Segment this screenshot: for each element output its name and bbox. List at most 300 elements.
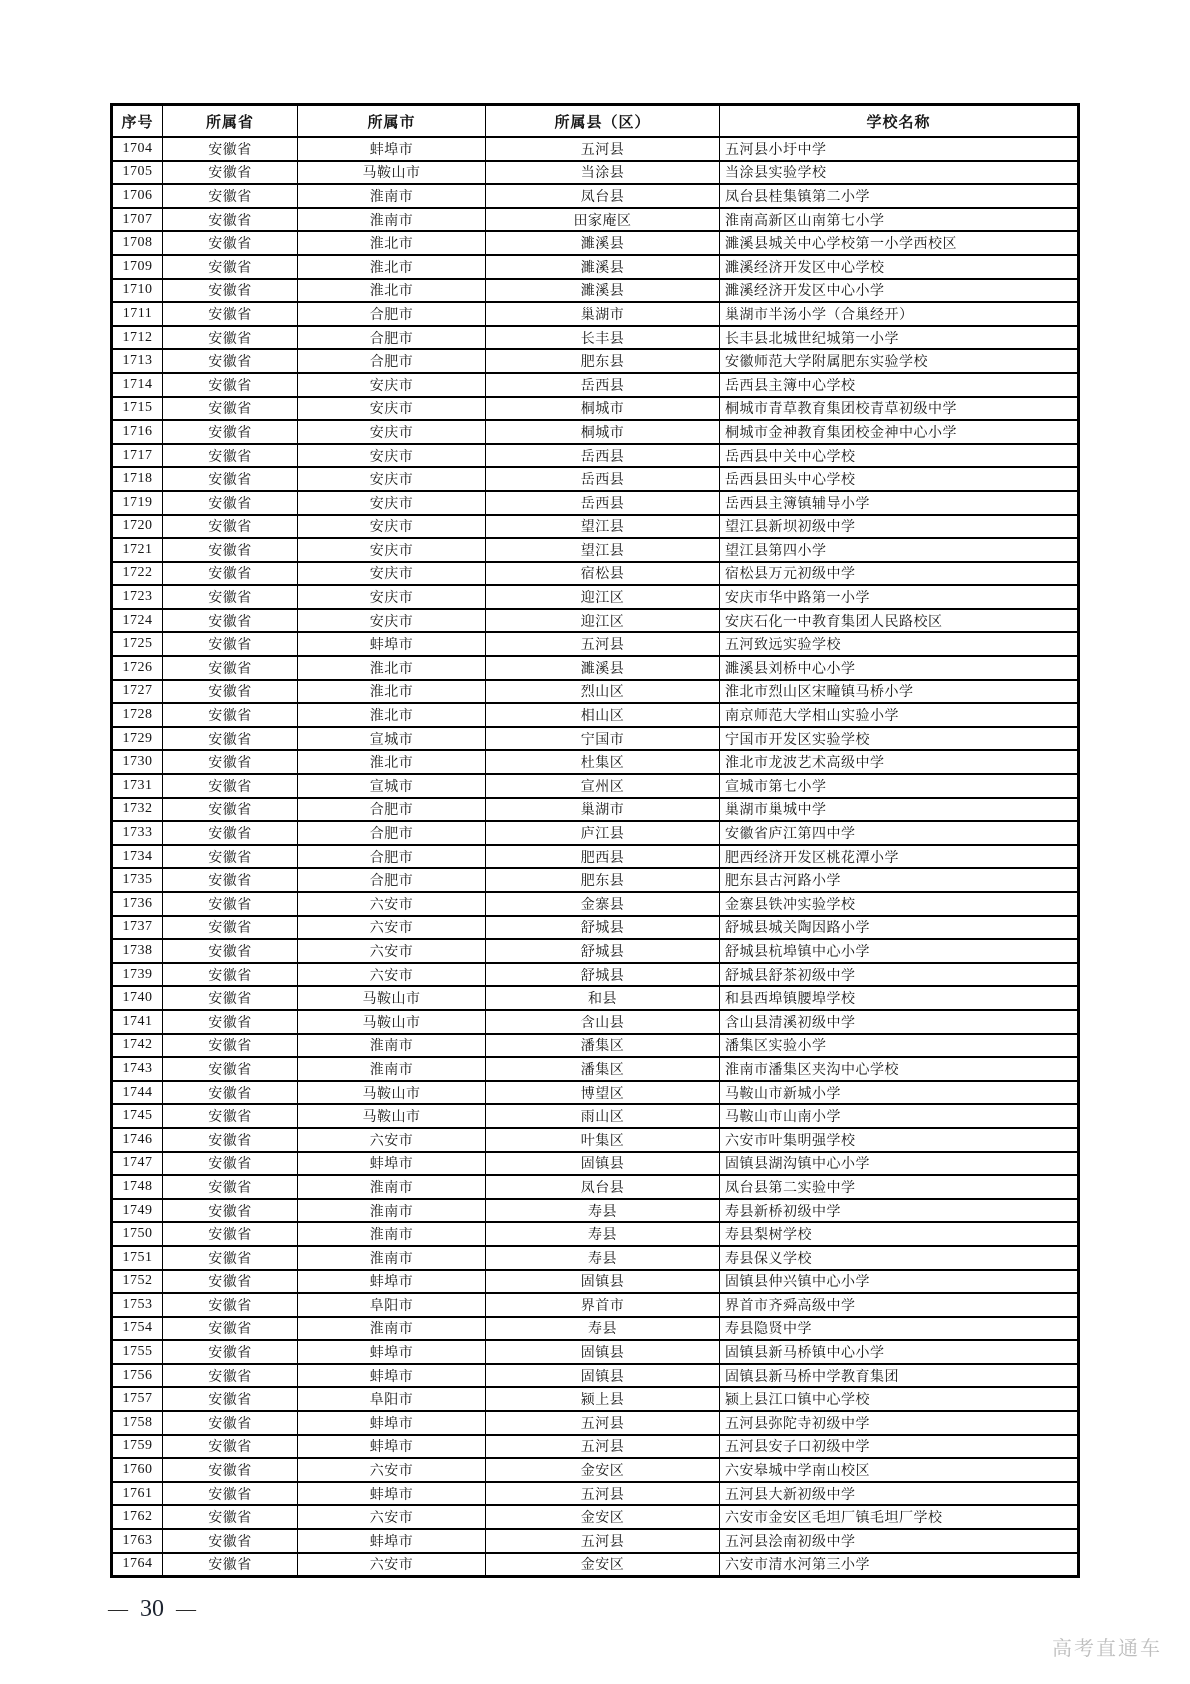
table-row <box>112 467 1079 491</box>
cell-county: 五河县 <box>486 632 720 656</box>
cell-city: 淮南市 <box>298 1222 486 1246</box>
table-row <box>112 373 1079 397</box>
table-row <box>112 137 1079 161</box>
cell-city: 淮南市 <box>298 1034 486 1058</box>
cell-index: 1719 <box>112 491 163 515</box>
table-row <box>112 1482 1079 1506</box>
cell-province: 安徽省 <box>163 444 298 468</box>
cell-city: 淮北市 <box>298 279 486 303</box>
cell-county: 雨山区 <box>486 1104 720 1128</box>
cell-province: 安徽省 <box>163 1482 298 1506</box>
cell-index: 1734 <box>112 845 163 869</box>
cell-province: 安徽省 <box>163 1364 298 1388</box>
table-row <box>112 845 1079 869</box>
cell-county: 寿县 <box>486 1246 720 1270</box>
cell-school: 舒城县杭埠镇中心小学 <box>720 939 1079 963</box>
cell-province: 安徽省 <box>163 1340 298 1364</box>
cell-city: 六安市 <box>298 963 486 987</box>
cell-province: 安徽省 <box>163 1081 298 1105</box>
cell-school: 巢湖市半汤小学（合巢经开） <box>720 302 1079 326</box>
cell-index: 1707 <box>112 208 163 232</box>
table-row <box>112 1034 1079 1058</box>
cell-school: 寿县隐贤中学 <box>720 1317 1079 1341</box>
table-row <box>112 1458 1079 1482</box>
cell-city: 淮南市 <box>298 1317 486 1341</box>
table-row <box>112 1293 1079 1317</box>
cell-city: 合肥市 <box>298 349 486 373</box>
cell-county: 五河县 <box>486 1482 720 1506</box>
cell-index: 1720 <box>112 515 163 539</box>
watermark-gaokao-zhitongche: 高考直通车 <box>1052 1638 1162 1660</box>
cell-school: 凤台县第二实验中学 <box>720 1175 1079 1199</box>
cell-index: 1709 <box>112 255 163 279</box>
page-number-value: 30 <box>140 1596 164 1622</box>
cell-county: 岳西县 <box>486 373 720 397</box>
cell-province: 安徽省 <box>163 703 298 727</box>
table-row <box>112 1505 1079 1529</box>
table-row <box>112 656 1079 680</box>
cell-index: 1750 <box>112 1222 163 1246</box>
cell-school: 固镇县新马桥中学教育集团 <box>720 1364 1079 1388</box>
cell-province: 安徽省 <box>163 1246 298 1270</box>
cell-index: 1730 <box>112 750 163 774</box>
table-row <box>112 632 1079 656</box>
cell-city: 淮北市 <box>298 656 486 680</box>
cell-school: 五河县小圩中学 <box>720 137 1079 161</box>
cell-school: 淮北市烈山区宋疃镇马桥小学 <box>720 680 1079 704</box>
table-row <box>112 279 1079 303</box>
cell-school: 巢湖市巢城中学 <box>720 798 1079 822</box>
cell-county: 寿县 <box>486 1222 720 1246</box>
cell-index: 1759 <box>112 1435 163 1459</box>
cell-school: 潘集区实验小学 <box>720 1034 1079 1058</box>
cell-county: 寿县 <box>486 1199 720 1223</box>
cell-school: 濉溪经济开发区中心小学 <box>720 279 1079 303</box>
cell-city: 合肥市 <box>298 868 486 892</box>
cell-school: 界首市齐舜高级中学 <box>720 1293 1079 1317</box>
cell-city: 阜阳市 <box>298 1293 486 1317</box>
cell-county: 舒城县 <box>486 939 720 963</box>
cell-county: 迎江区 <box>486 585 720 609</box>
cell-city: 蚌埠市 <box>298 1529 486 1553</box>
table-row <box>112 1199 1079 1223</box>
cell-city: 安庆市 <box>298 420 486 444</box>
school-table <box>110 103 1080 1578</box>
cell-city: 安庆市 <box>298 397 486 421</box>
cell-county: 田家庵区 <box>486 208 720 232</box>
table-row <box>112 1010 1079 1034</box>
cell-city: 阜阳市 <box>298 1387 486 1411</box>
cell-province: 安徽省 <box>163 609 298 633</box>
table-row <box>112 1387 1079 1411</box>
cell-index: 1733 <box>112 821 163 845</box>
cell-city: 合肥市 <box>298 821 486 845</box>
table-row <box>112 397 1079 421</box>
cell-school: 长丰县北城世纪城第一小学 <box>720 326 1079 350</box>
cell-index: 1705 <box>112 161 163 185</box>
cell-province: 安徽省 <box>163 1222 298 1246</box>
cell-city: 马鞍山市 <box>298 161 486 185</box>
table-row <box>112 986 1079 1010</box>
table-row <box>112 1435 1079 1459</box>
cell-province: 安徽省 <box>163 161 298 185</box>
cell-county: 濉溪县 <box>486 255 720 279</box>
cell-province: 安徽省 <box>163 397 298 421</box>
header-seq: 序号 <box>112 105 163 138</box>
cell-city: 六安市 <box>298 916 486 940</box>
cell-county: 濉溪县 <box>486 231 720 255</box>
cell-county: 固镇县 <box>486 1270 720 1294</box>
cell-city: 安庆市 <box>298 373 486 397</box>
cell-school: 凤台县桂集镇第二小学 <box>720 184 1079 208</box>
cell-province: 安徽省 <box>163 845 298 869</box>
cell-city: 六安市 <box>298 939 486 963</box>
cell-school: 岳西县中关中心学校 <box>720 444 1079 468</box>
cell-province: 安徽省 <box>163 916 298 940</box>
cell-county: 固镇县 <box>486 1364 720 1388</box>
cell-city: 马鞍山市 <box>298 986 486 1010</box>
cell-county: 固镇县 <box>486 1340 720 1364</box>
cell-county: 五河县 <box>486 1529 720 1553</box>
cell-school: 安庆石化一中教育集团人民路校区 <box>720 609 1079 633</box>
cell-city: 蚌埠市 <box>298 1270 486 1294</box>
cell-school: 五河县浍南初级中学 <box>720 1529 1079 1553</box>
cell-school: 安庆市华中路第一小学 <box>720 585 1079 609</box>
cell-county: 长丰县 <box>486 326 720 350</box>
cell-province: 安徽省 <box>163 963 298 987</box>
table-row <box>112 892 1079 916</box>
cell-province: 安徽省 <box>163 562 298 586</box>
cell-school: 宁国市开发区实验学校 <box>720 727 1079 751</box>
cell-index: 1727 <box>112 680 163 704</box>
cell-city: 淮南市 <box>298 1175 486 1199</box>
cell-city: 蚌埠市 <box>298 1435 486 1459</box>
cell-school: 舒城县舒茶初级中学 <box>720 963 1079 987</box>
cell-city: 安庆市 <box>298 491 486 515</box>
cell-city: 蚌埠市 <box>298 1482 486 1506</box>
cell-city: 合肥市 <box>298 798 486 822</box>
cell-school: 淮南市潘集区夹沟中心学校 <box>720 1057 1079 1081</box>
cell-province: 安徽省 <box>163 137 298 161</box>
cell-county: 岳西县 <box>486 467 720 491</box>
table-row <box>112 1553 1079 1577</box>
cell-province: 安徽省 <box>163 892 298 916</box>
cell-city: 马鞍山市 <box>298 1010 486 1034</box>
table-row <box>112 1317 1079 1341</box>
cell-county: 金寨县 <box>486 892 720 916</box>
table-row <box>112 1529 1079 1553</box>
cell-school: 宿松县万元初级中学 <box>720 562 1079 586</box>
cell-province: 安徽省 <box>163 1458 298 1482</box>
table-row <box>112 868 1079 892</box>
cell-city: 马鞍山市 <box>298 1104 486 1128</box>
cell-province: 安徽省 <box>163 1270 298 1294</box>
cell-index: 1721 <box>112 538 163 562</box>
cell-county: 凤台县 <box>486 184 720 208</box>
cell-province: 安徽省 <box>163 798 298 822</box>
cell-province: 安徽省 <box>163 1199 298 1223</box>
cell-county: 五河县 <box>486 1411 720 1435</box>
cell-province: 安徽省 <box>163 1175 298 1199</box>
cell-county: 望江县 <box>486 515 720 539</box>
cell-province: 安徽省 <box>163 420 298 444</box>
cell-province: 安徽省 <box>163 680 298 704</box>
page-number-dash-right: — <box>176 1598 196 1620</box>
cell-county: 迎江区 <box>486 609 720 633</box>
cell-province: 安徽省 <box>163 467 298 491</box>
cell-province: 安徽省 <box>163 750 298 774</box>
cell-index: 1723 <box>112 585 163 609</box>
cell-index: 1704 <box>112 137 163 161</box>
cell-school: 淮北市龙波艺术高级中学 <box>720 750 1079 774</box>
cell-index: 1743 <box>112 1057 163 1081</box>
cell-school: 颍上县江口镇中心学校 <box>720 1387 1079 1411</box>
cell-city: 六安市 <box>298 1553 486 1577</box>
cell-county: 叶集区 <box>486 1128 720 1152</box>
table-row <box>112 680 1079 704</box>
table-row <box>112 420 1079 444</box>
cell-index: 1729 <box>112 727 163 751</box>
cell-school: 淮南高新区山南第七小学 <box>720 208 1079 232</box>
cell-index: 1752 <box>112 1270 163 1294</box>
cell-school: 五河县大新初级中学 <box>720 1482 1079 1506</box>
cell-index: 1742 <box>112 1034 163 1058</box>
cell-city: 淮南市 <box>298 1246 486 1270</box>
cell-county: 金安区 <box>486 1458 720 1482</box>
cell-index: 1746 <box>112 1128 163 1152</box>
cell-county: 五河县 <box>486 137 720 161</box>
cell-county: 五河县 <box>486 1435 720 1459</box>
cell-city: 淮北市 <box>298 231 486 255</box>
cell-county: 宿松县 <box>486 562 720 586</box>
cell-city: 蚌埠市 <box>298 1364 486 1388</box>
cell-index: 1735 <box>112 868 163 892</box>
table-row <box>112 585 1079 609</box>
cell-city: 蚌埠市 <box>298 1411 486 1435</box>
cell-county: 肥西县 <box>486 845 720 869</box>
table-row <box>112 161 1079 185</box>
cell-city: 淮南市 <box>298 1199 486 1223</box>
cell-index: 1751 <box>112 1246 163 1270</box>
page-number-dash-left: — <box>108 1598 128 1620</box>
cell-school: 六安皋城中学南山校区 <box>720 1458 1079 1482</box>
cell-index: 1754 <box>112 1317 163 1341</box>
table-row <box>112 562 1079 586</box>
cell-school: 望江县新坝初级中学 <box>720 515 1079 539</box>
cell-province: 安徽省 <box>163 538 298 562</box>
cell-province: 安徽省 <box>163 255 298 279</box>
table-row <box>112 939 1079 963</box>
cell-province: 安徽省 <box>163 1104 298 1128</box>
table-row <box>112 1270 1079 1294</box>
cell-county: 界首市 <box>486 1293 720 1317</box>
cell-school: 固镇县湖沟镇中心小学 <box>720 1152 1079 1176</box>
cell-city: 安庆市 <box>298 585 486 609</box>
cell-index: 1739 <box>112 963 163 987</box>
cell-province: 安徽省 <box>163 1435 298 1459</box>
table-row <box>112 750 1079 774</box>
table-row <box>112 444 1079 468</box>
cell-index: 1748 <box>112 1175 163 1199</box>
table-row <box>112 1175 1079 1199</box>
table-row <box>112 208 1079 232</box>
cell-school: 五河致远实验学校 <box>720 632 1079 656</box>
cell-province: 安徽省 <box>163 1411 298 1435</box>
cell-school: 寿县保义学校 <box>720 1246 1079 1270</box>
cell-index: 1760 <box>112 1458 163 1482</box>
table-row <box>112 1152 1079 1176</box>
table-row <box>112 821 1079 845</box>
table-row <box>112 703 1079 727</box>
cell-city: 淮北市 <box>298 680 486 704</box>
cell-school: 马鞍山市新城小学 <box>720 1081 1079 1105</box>
cell-index: 1726 <box>112 656 163 680</box>
cell-province: 安徽省 <box>163 1034 298 1058</box>
cell-city: 合肥市 <box>298 845 486 869</box>
cell-county: 望江县 <box>486 538 720 562</box>
cell-index: 1736 <box>112 892 163 916</box>
cell-index: 1762 <box>112 1505 163 1529</box>
cell-province: 安徽省 <box>163 774 298 798</box>
cell-index: 1725 <box>112 632 163 656</box>
header-province: 所属省 <box>163 105 298 138</box>
cell-county: 含山县 <box>486 1010 720 1034</box>
cell-county: 桐城市 <box>486 397 720 421</box>
cell-school: 固镇县仲兴镇中心小学 <box>720 1270 1079 1294</box>
cell-school: 寿县梨树学校 <box>720 1222 1079 1246</box>
cell-index: 1717 <box>112 444 163 468</box>
cell-school: 五河县弥陀寺初级中学 <box>720 1411 1079 1435</box>
cell-index: 1731 <box>112 774 163 798</box>
table-header <box>112 105 1079 138</box>
cell-school: 舒城县城关陶因路小学 <box>720 916 1079 940</box>
cell-index: 1713 <box>112 349 163 373</box>
school-table-body <box>112 137 1079 1577</box>
cell-index: 1724 <box>112 609 163 633</box>
header-city: 所属市 <box>298 105 486 138</box>
cell-city: 蚌埠市 <box>298 1152 486 1176</box>
cell-school: 岳西县主簿镇辅导小学 <box>720 491 1079 515</box>
cell-school: 桐城市金神教育集团校金神中心小学 <box>720 420 1079 444</box>
cell-province: 安徽省 <box>163 231 298 255</box>
cell-province: 安徽省 <box>163 184 298 208</box>
cell-city: 六安市 <box>298 1458 486 1482</box>
cell-index: 1738 <box>112 939 163 963</box>
cell-index: 1740 <box>112 986 163 1010</box>
cell-county: 潘集区 <box>486 1057 720 1081</box>
table-row <box>112 916 1079 940</box>
cell-county: 博望区 <box>486 1081 720 1105</box>
table-row <box>112 1128 1079 1152</box>
cell-index: 1737 <box>112 916 163 940</box>
cell-county: 肥东县 <box>486 349 720 373</box>
cell-school: 肥东县古河路小学 <box>720 868 1079 892</box>
cell-county: 舒城县 <box>486 963 720 987</box>
table-row <box>112 302 1079 326</box>
cell-city: 马鞍山市 <box>298 1081 486 1105</box>
cell-city: 淮南市 <box>298 184 486 208</box>
table-row <box>112 184 1079 208</box>
cell-city: 六安市 <box>298 1128 486 1152</box>
header-school-name: 学校名称 <box>720 105 1079 138</box>
cell-county: 濉溪县 <box>486 656 720 680</box>
cell-city: 安庆市 <box>298 562 486 586</box>
cell-index: 1728 <box>112 703 163 727</box>
table-row <box>112 255 1079 279</box>
cell-school: 当涂县实验学校 <box>720 161 1079 185</box>
cell-province: 安徽省 <box>163 349 298 373</box>
cell-province: 安徽省 <box>163 1128 298 1152</box>
cell-county: 潘集区 <box>486 1034 720 1058</box>
cell-province: 安徽省 <box>163 1529 298 1553</box>
cell-county: 岳西县 <box>486 491 720 515</box>
table-row <box>112 1246 1079 1270</box>
cell-school: 五河县安子口初级中学 <box>720 1435 1079 1459</box>
header-row <box>112 105 1079 138</box>
cell-index: 1712 <box>112 326 163 350</box>
cell-school: 金寨县铁冲实验学校 <box>720 892 1079 916</box>
cell-county: 濉溪县 <box>486 279 720 303</box>
table-row <box>112 538 1079 562</box>
cell-city: 淮北市 <box>298 750 486 774</box>
cell-province: 安徽省 <box>163 868 298 892</box>
cell-index: 1745 <box>112 1104 163 1128</box>
cell-province: 安徽省 <box>163 373 298 397</box>
table-row <box>112 798 1079 822</box>
cell-school: 安徽师范大学附属肥东实验学校 <box>720 349 1079 373</box>
table-row <box>112 1222 1079 1246</box>
cell-county: 烈山区 <box>486 680 720 704</box>
cell-province: 安徽省 <box>163 821 298 845</box>
cell-province: 安徽省 <box>163 491 298 515</box>
cell-city: 安庆市 <box>298 609 486 633</box>
cell-school: 寿县新桥初级中学 <box>720 1199 1079 1223</box>
cell-school: 马鞍山市山南小学 <box>720 1104 1079 1128</box>
table-row <box>112 963 1079 987</box>
cell-index: 1716 <box>112 420 163 444</box>
cell-province: 安徽省 <box>163 1505 298 1529</box>
cell-index: 1715 <box>112 397 163 421</box>
cell-city: 蚌埠市 <box>298 632 486 656</box>
table-row <box>112 1364 1079 1388</box>
cell-index: 1757 <box>112 1387 163 1411</box>
cell-county: 金安区 <box>486 1505 720 1529</box>
cell-city: 蚌埠市 <box>298 137 486 161</box>
cell-province: 安徽省 <box>163 279 298 303</box>
table-row <box>112 515 1079 539</box>
table-row <box>112 231 1079 255</box>
cell-city: 淮北市 <box>298 255 486 279</box>
page-number <box>108 1596 196 1623</box>
cell-county: 和县 <box>486 986 720 1010</box>
cell-index: 1718 <box>112 467 163 491</box>
cell-index: 1758 <box>112 1411 163 1435</box>
cell-index: 1749 <box>112 1199 163 1223</box>
cell-city: 安庆市 <box>298 467 486 491</box>
cell-province: 安徽省 <box>163 1387 298 1411</box>
cell-province: 安徽省 <box>163 1293 298 1317</box>
cell-province: 安徽省 <box>163 727 298 751</box>
cell-index: 1764 <box>112 1553 163 1577</box>
cell-county: 岳西县 <box>486 444 720 468</box>
cell-county: 固镇县 <box>486 1152 720 1176</box>
cell-index: 1755 <box>112 1340 163 1364</box>
cell-school: 六安市清水河第三小学 <box>720 1553 1079 1577</box>
cell-county: 舒城县 <box>486 916 720 940</box>
cell-index: 1741 <box>112 1010 163 1034</box>
cell-county: 颍上县 <box>486 1387 720 1411</box>
cell-county: 宁国市 <box>486 727 720 751</box>
